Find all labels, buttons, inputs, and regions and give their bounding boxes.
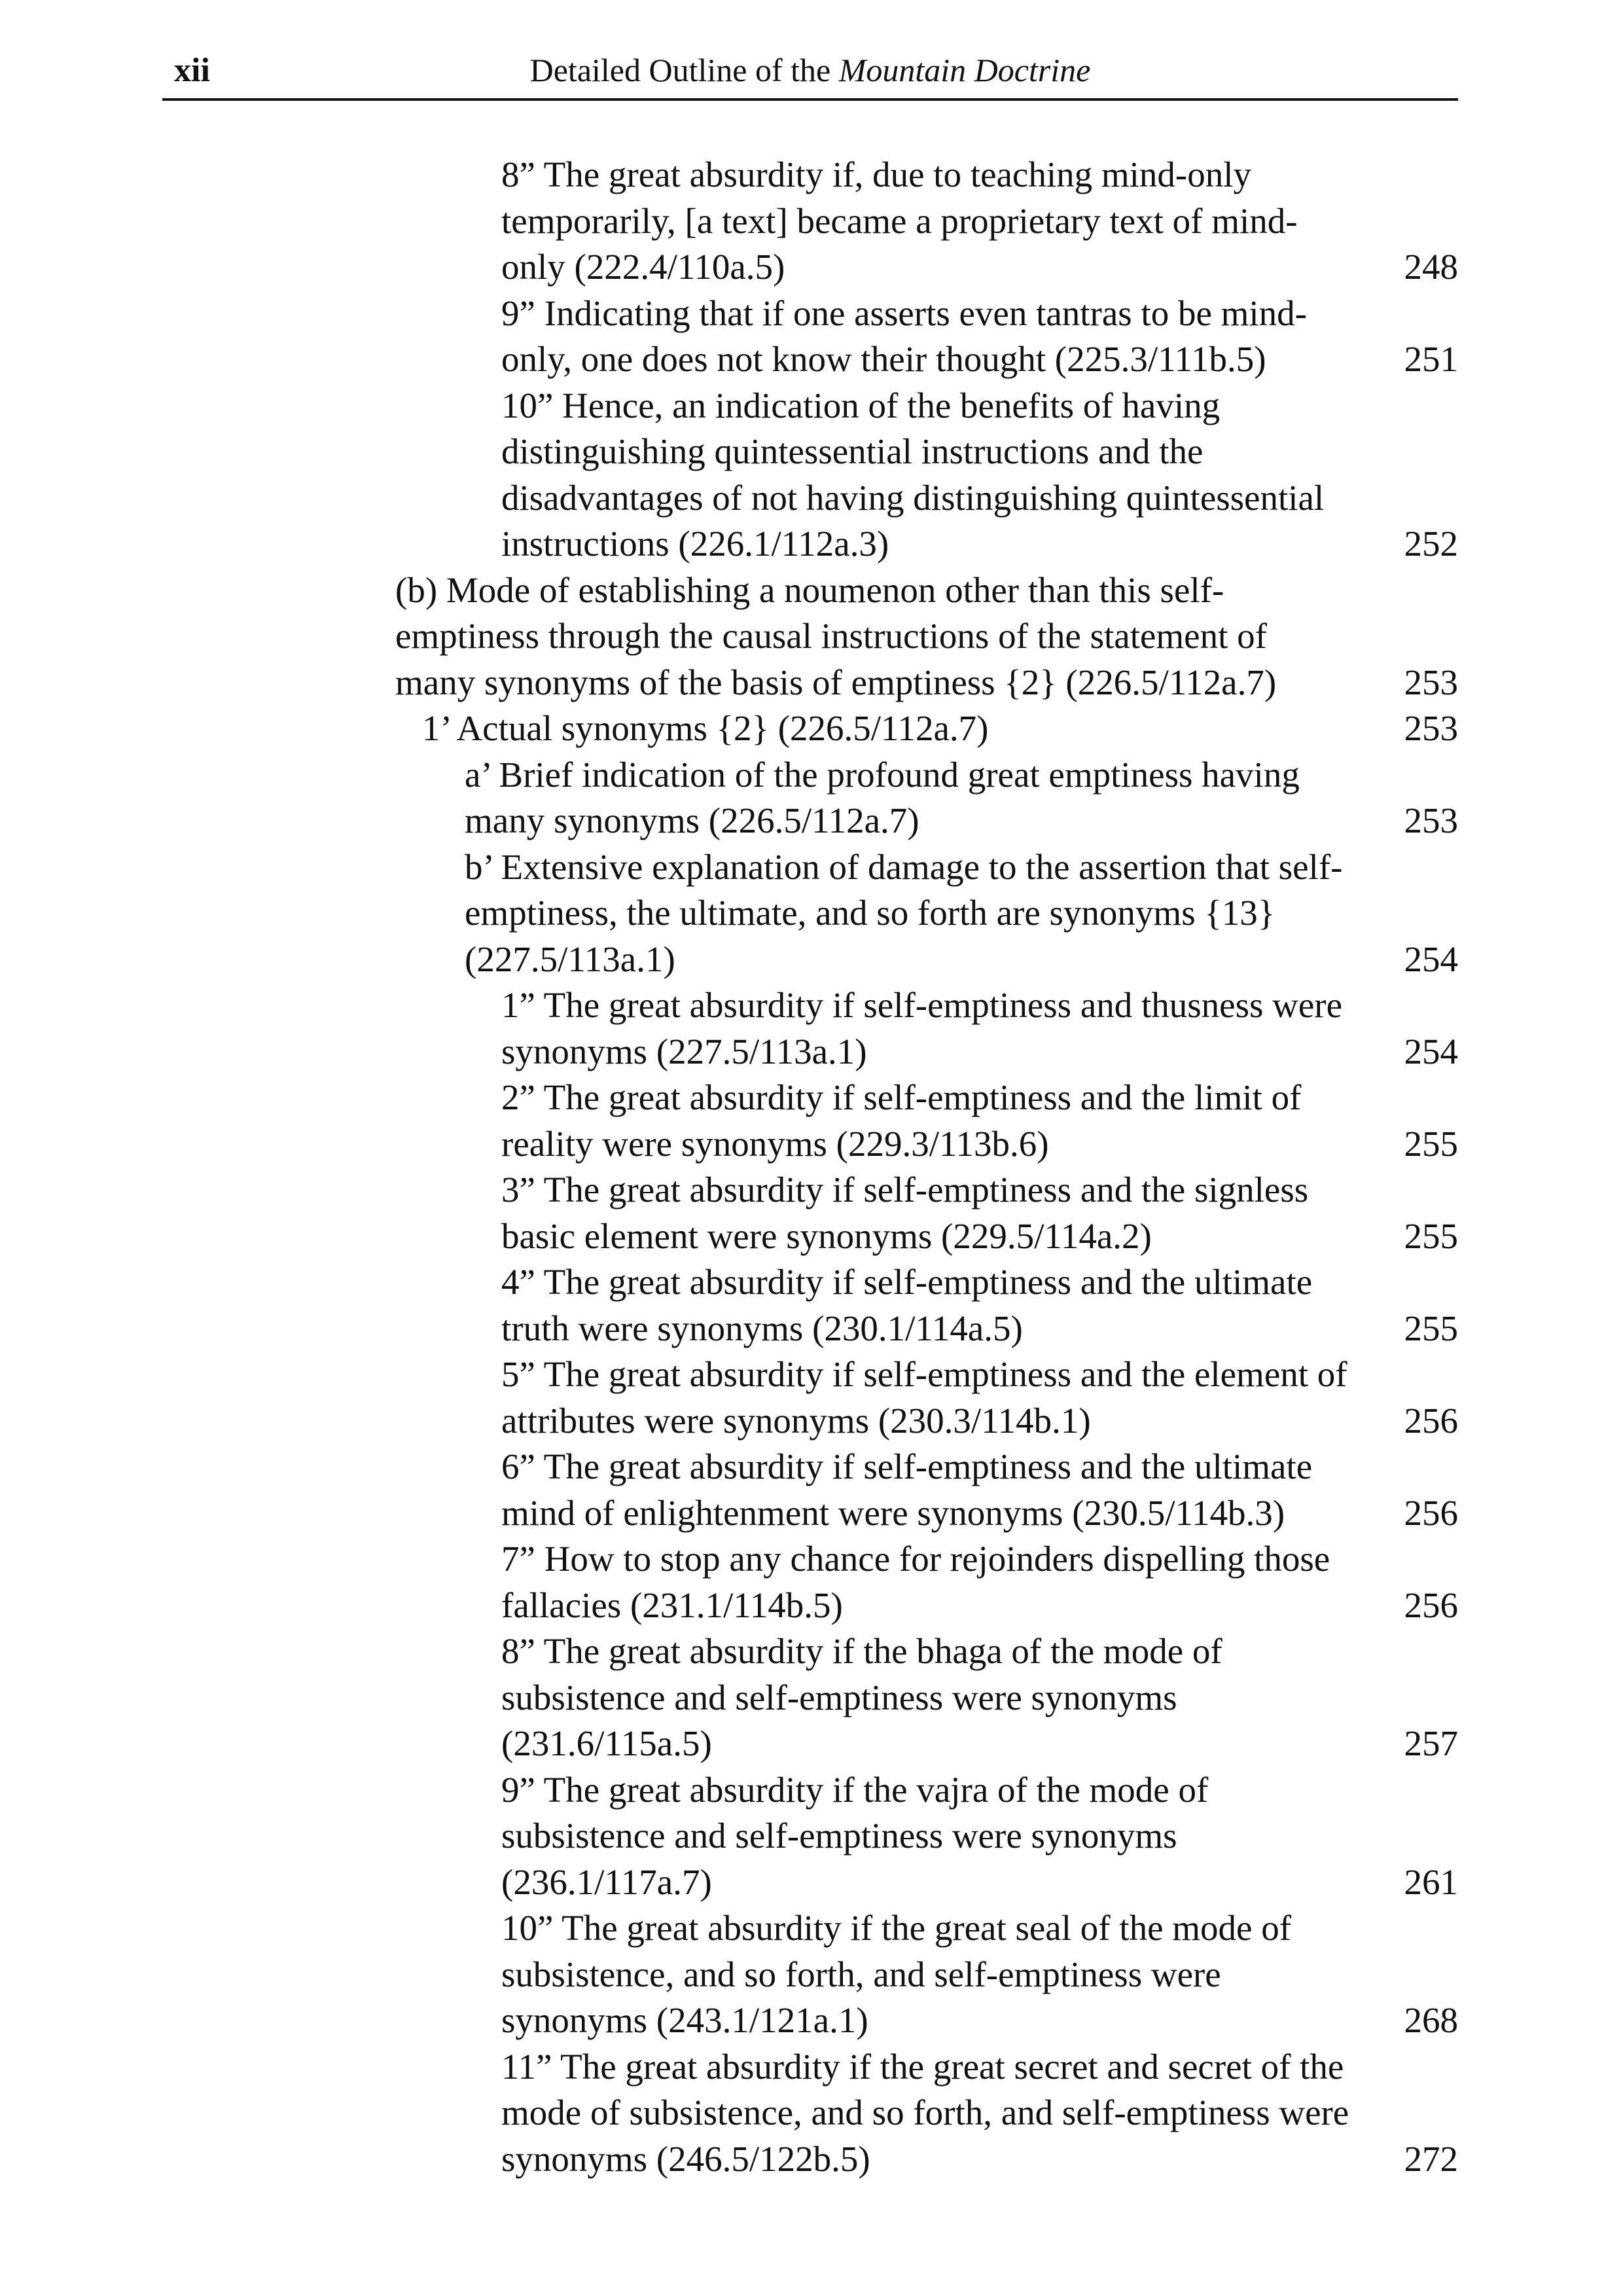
entry-text: (227.5/113a.1)	[465, 939, 675, 979]
entry-text: b’ Extensive explanation of damage to the assertion that self-	[465, 846, 1343, 887]
page-number-folio: xii	[174, 52, 210, 89]
entry-text: subsistence and self-emptiness were synonyms	[501, 1677, 1177, 1717]
entry-page-number: 255	[1404, 1123, 1458, 1164]
entry-page-number: 254	[1404, 1031, 1458, 1071]
entry-text: 5” The great absurdity if self-emptiness and the element of	[501, 1354, 1347, 1394]
outline-entry	[0, 1628, 1623, 1767]
header-rule	[162, 98, 1458, 101]
outline-line	[0, 1998, 1623, 2044]
outline-line	[0, 1767, 1623, 1814]
outline-entry	[0, 383, 1623, 567]
entry-page-number: 272	[1404, 2138, 1458, 2179]
entry-text: many synonyms of the basis of emptiness {2} (226.5/112a.7)	[395, 662, 1277, 702]
outline-line	[0, 1583, 1623, 1629]
outline-line	[0, 1536, 1623, 1583]
outline-line	[0, 1075, 1623, 1121]
outline-line	[0, 475, 1623, 522]
running-title	[162, 51, 1458, 89]
entry-text: only, one does not know their thought (225.3/111b.5)	[501, 339, 1266, 379]
entry-text: 9” Indicating that if one asserts even tantras to be mind-	[501, 293, 1308, 333]
entry-text: (236.1/117a.7)	[501, 1861, 712, 1902]
outline-entry	[0, 291, 1623, 383]
entry-text: reality were synonyms (229.3/113b.6)	[501, 1123, 1049, 1164]
entry-text: 2” The great absurdity if self-emptiness and the limit of	[501, 1077, 1302, 1117]
entry-text: 10” Hence, an indication of the benefits of having	[501, 385, 1221, 425]
outline-line	[0, 937, 1623, 983]
running-title-prefix: Detailed Outline of the	[529, 52, 839, 88]
entry-text: 7” How to stop any chance for rejoinders dispelling those	[501, 1539, 1330, 1579]
outline-line	[0, 383, 1623, 429]
entry-text: instructions (226.1/112a.3)	[501, 524, 889, 564]
entry-text: subsistence and self-emptiness were synonyms	[501, 1816, 1177, 1856]
entry-text: subsistence, and so forth, and self-emptiness were	[501, 1954, 1221, 1994]
entry-page-number: 253	[1404, 800, 1458, 840]
running-header	[162, 51, 1458, 98]
entry-text: truth were synonyms (230.1/114a.5)	[501, 1308, 1023, 1348]
outline-line	[0, 567, 1623, 614]
outline-entry	[0, 152, 1623, 291]
outline-line	[0, 752, 1623, 798]
outline-line	[0, 152, 1623, 198]
entry-page-number: 248	[1404, 247, 1458, 287]
entry-page-number: 261	[1404, 1861, 1458, 1902]
outline-line	[0, 890, 1623, 937]
entry-text: 1” The great absurdity if self-emptiness and thusness were	[501, 985, 1343, 1025]
outline-entry	[0, 1075, 1623, 1167]
outline-entry	[0, 567, 1623, 706]
outline-line	[0, 660, 1623, 706]
entry-page-number: 254	[1404, 939, 1458, 979]
outline-line	[0, 198, 1623, 245]
entry-text: fallacies (231.1/114b.5)	[501, 1585, 843, 1625]
entry-text: synonyms (227.5/113a.1)	[501, 1031, 867, 1071]
outline-entry	[0, 1167, 1623, 1259]
outline-entry	[0, 1259, 1623, 1352]
entry-text: emptiness through the causal instructions of the statement of	[395, 616, 1267, 656]
outline-line	[0, 291, 1623, 337]
outline-line	[0, 429, 1623, 475]
outline-line	[0, 613, 1623, 660]
outline-line	[0, 1398, 1623, 1444]
outline-line	[0, 844, 1623, 891]
entry-text: mode of subsistence, and so forth, and self-emptiness were	[501, 2092, 1349, 2132]
entry-text: attributes were synonyms (230.3/114b.1)	[501, 1400, 1091, 1441]
entry-text: a’ Brief indication of the profound great emptiness having	[465, 754, 1300, 795]
outline-line	[0, 706, 1623, 752]
entry-page-number: 256	[1404, 1492, 1458, 1533]
entry-text: only (222.4/110a.5)	[501, 247, 785, 287]
outline-line	[0, 521, 1623, 567]
entry-page-number: 256	[1404, 1400, 1458, 1441]
outline-line	[0, 1029, 1623, 1075]
outline-entry	[0, 982, 1623, 1075]
outline-line	[0, 798, 1623, 844]
outline-list	[0, 152, 1623, 2182]
outline-line	[0, 1444, 1623, 1490]
entry-text: 3” The great absurdity if self-emptiness and the signless	[501, 1170, 1309, 1210]
entry-text: 11” The great absurdity if the great secret and secret of the	[501, 2046, 1344, 2087]
outline-line	[0, 1628, 1623, 1675]
entry-page-number: 253	[1404, 708, 1458, 748]
running-title-book: Mountain Doctrine	[838, 52, 1091, 88]
entry-page-number: 256	[1404, 1585, 1458, 1625]
outline-line	[0, 1306, 1623, 1352]
entry-page-number: 253	[1404, 662, 1458, 702]
outline-entry	[0, 2044, 1623, 2183]
entry-text: disadvantages of not having distinguishing quintessential	[501, 477, 1325, 518]
entry-text: 4” The great absurdity if self-emptiness and the ultimate	[501, 1262, 1313, 1302]
entry-text: synonyms (246.5/122b.5)	[501, 2138, 870, 2179]
outline-line	[0, 1813, 1623, 1859]
entry-text: temporarily, [a text] became a proprietary text of mind-	[501, 200, 1298, 241]
entry-text: 9” The great absurdity if the vajra of the mode of	[501, 1769, 1209, 1810]
outline-entry	[0, 1536, 1623, 1628]
outline-line	[0, 1905, 1623, 1952]
outline-line	[0, 2090, 1623, 2136]
entry-page-number: 268	[1404, 2000, 1458, 2040]
entry-text: 6” The great absurdity if self-emptiness and the ultimate	[501, 1446, 1313, 1486]
outline-line	[0, 1859, 1623, 1906]
entry-text: mind of enlightenment were synonyms (230.5/114b.3)	[501, 1492, 1285, 1533]
outline-entry	[0, 844, 1623, 983]
entry-text: (b) Mode of establishing a noumenon other than this self-	[395, 569, 1224, 610]
outline-line	[0, 1121, 1623, 1168]
entry-page-number: 255	[1404, 1215, 1458, 1256]
entry-text: (231.6/115a.5)	[501, 1723, 712, 1763]
entry-text: synonyms (243.1/121a.1)	[501, 2000, 868, 2040]
entry-page-number: 251	[1404, 339, 1458, 379]
outline-entry	[0, 1444, 1623, 1536]
outline-line	[0, 336, 1623, 383]
entry-text: many synonyms (226.5/112a.7)	[465, 800, 919, 840]
outline-line	[0, 982, 1623, 1029]
outline-line	[0, 1721, 1623, 1767]
entry-text: 10” The great absurdity if the great seal of the mode of	[501, 1908, 1292, 1948]
outline-entry	[0, 706, 1623, 752]
entry-text: emptiness, the ultimate, and so forth are synonyms {13}	[465, 893, 1275, 933]
outline-line	[0, 1952, 1623, 1998]
outline-line	[0, 1490, 1623, 1537]
outline-line	[0, 2044, 1623, 2090]
outline-line	[0, 1213, 1623, 1260]
outline-line	[0, 1675, 1623, 1721]
entry-text: distinguishing quintessential instructions and the	[501, 431, 1204, 471]
outline-entry	[0, 1905, 1623, 2044]
outline-entry	[0, 1352, 1623, 1444]
outline-entry	[0, 752, 1623, 844]
entry-text: 8” The great absurdity if, due to teaching mind-only	[501, 154, 1252, 194]
outline-line	[0, 1259, 1623, 1306]
entry-text: 8” The great absurdity if the bhaga of the mode of	[501, 1631, 1222, 1671]
entry-page-number: 252	[1404, 524, 1458, 564]
outline-line	[0, 244, 1623, 291]
outline-line	[0, 2136, 1623, 2183]
entry-page-number: 255	[1404, 1308, 1458, 1348]
outline-line	[0, 1167, 1623, 1213]
entry-text: basic element were synonyms (229.5/114a.2)	[501, 1215, 1152, 1256]
entry-page-number: 257	[1404, 1723, 1458, 1763]
outline-entry	[0, 1767, 1623, 1906]
outline-line	[0, 1352, 1623, 1398]
entry-text: 1’ Actual synonyms {2} (226.5/112a.7)	[422, 708, 989, 748]
